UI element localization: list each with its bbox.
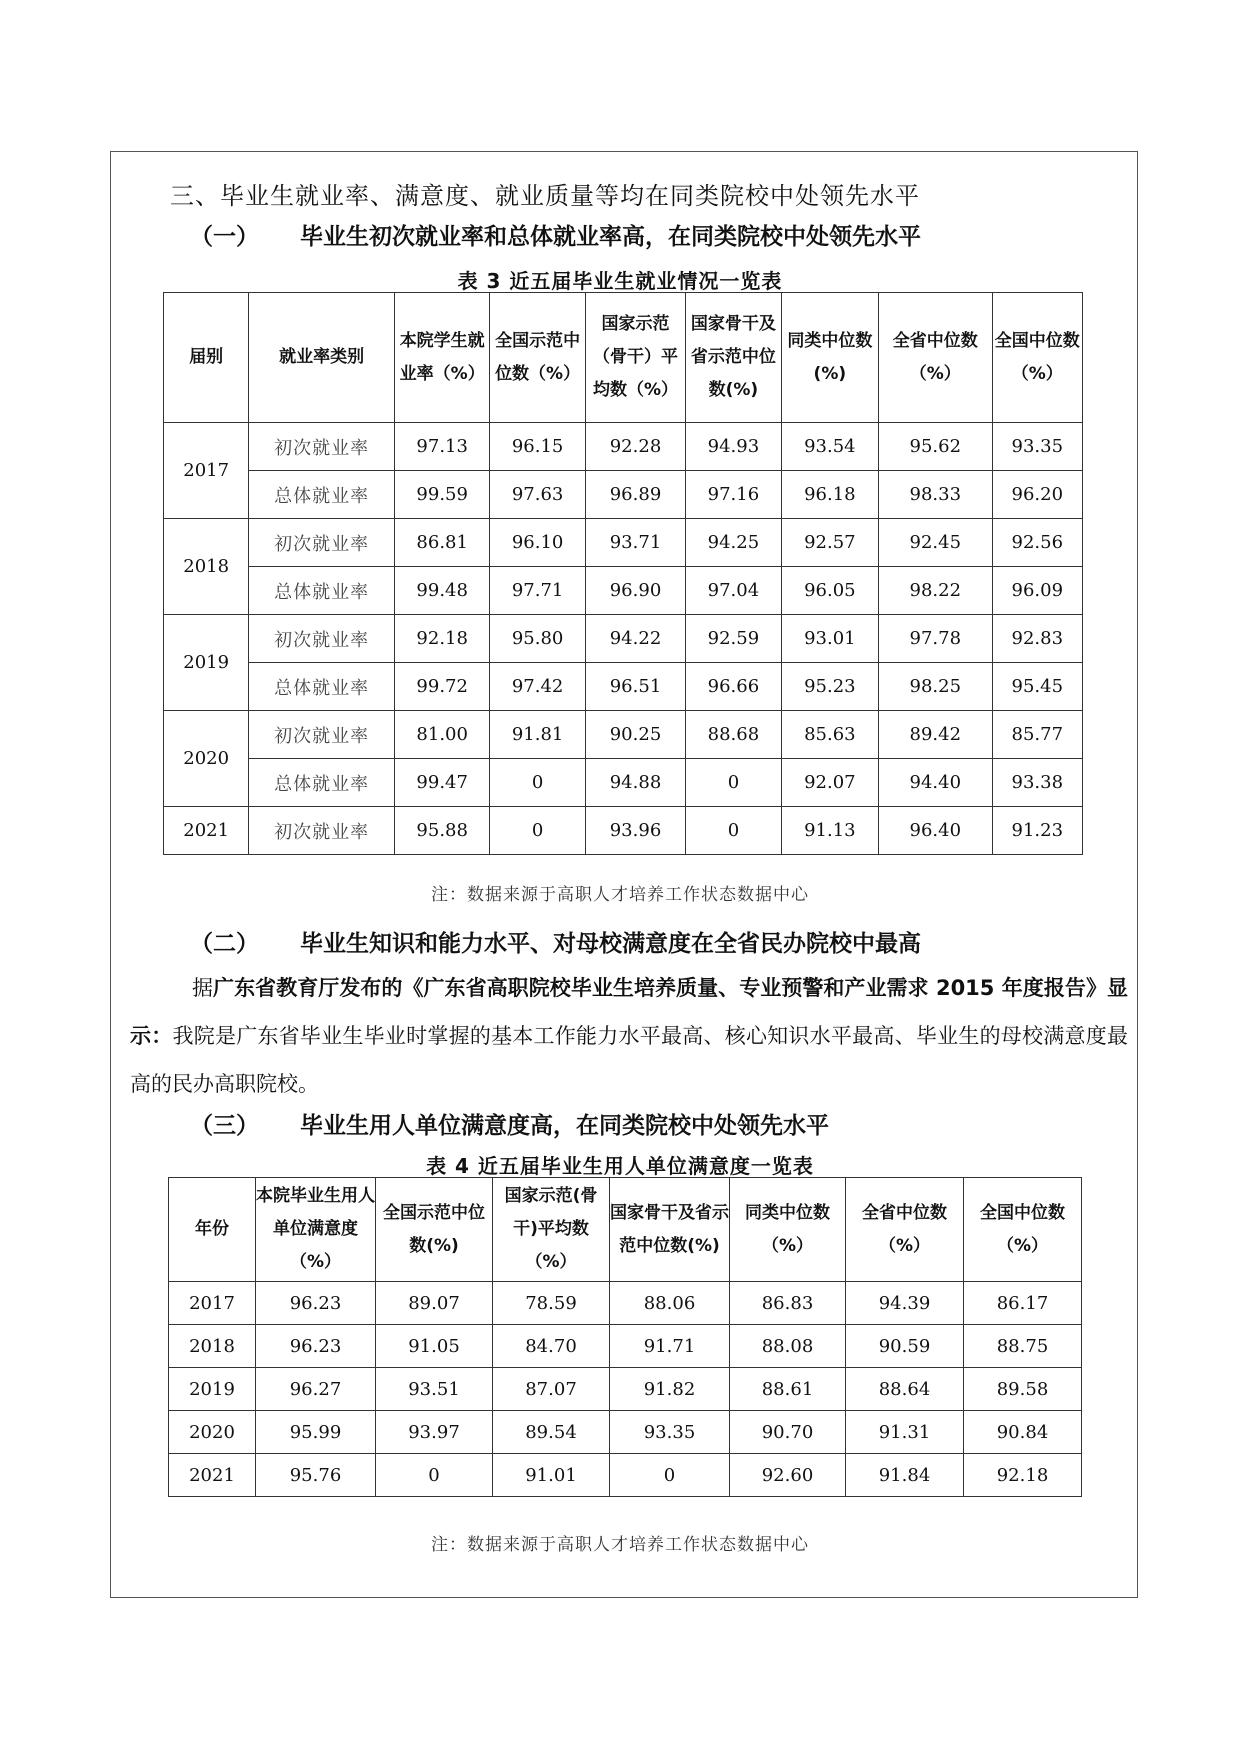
category-cell: 初次就业率 xyxy=(249,711,395,759)
value-cell: 94.22 xyxy=(585,615,685,663)
year-cell: 2019 xyxy=(169,1368,256,1411)
value-cell: 91.31 xyxy=(846,1411,964,1454)
value-cell: 88.08 xyxy=(730,1325,846,1368)
value-cell: 97.42 xyxy=(490,663,585,711)
value-cell: 92.18 xyxy=(394,615,489,663)
t3-h-col4: 国家示范（骨干）平均数（%） xyxy=(585,293,685,423)
value-cell: 89.58 xyxy=(964,1368,1082,1411)
value-cell: 92.83 xyxy=(992,615,1082,663)
value-cell: 98.22 xyxy=(879,567,992,615)
value-cell: 95.76 xyxy=(256,1454,376,1497)
category-cell: 初次就业率 xyxy=(249,807,395,855)
table-row xyxy=(164,663,1083,711)
value-cell: 87.07 xyxy=(493,1368,610,1411)
year-cell: 2017 xyxy=(164,423,249,519)
value-cell: 94.40 xyxy=(879,759,992,807)
t4-h-col5: 同类中位数（%） xyxy=(730,1178,846,1282)
value-cell: 97.16 xyxy=(686,471,781,519)
table3 xyxy=(163,292,1083,855)
t4-h-col2: 全国示范中位数(%) xyxy=(376,1178,493,1282)
category-cell: 初次就业率 xyxy=(249,519,395,567)
value-cell: 92.07 xyxy=(781,759,878,807)
value-cell: 93.35 xyxy=(992,423,1082,471)
value-cell: 78.59 xyxy=(493,1282,610,1325)
value-cell: 0 xyxy=(490,807,585,855)
value-cell: 90.59 xyxy=(846,1325,964,1368)
t3-h-col2: 本院学生就业率（%） xyxy=(394,293,489,423)
value-cell: 93.38 xyxy=(992,759,1082,807)
value-cell: 90.25 xyxy=(585,711,685,759)
value-cell: 96.05 xyxy=(781,567,878,615)
year-cell: 2017 xyxy=(169,1282,256,1325)
value-cell: 97.04 xyxy=(686,567,781,615)
table-row xyxy=(164,615,1083,663)
value-cell: 96.10 xyxy=(490,519,585,567)
value-cell: 96.27 xyxy=(256,1368,376,1411)
table-row xyxy=(169,1325,1082,1368)
value-cell: 91.84 xyxy=(846,1454,964,1497)
value-cell: 89.54 xyxy=(493,1411,610,1454)
value-cell: 95.23 xyxy=(781,663,878,711)
value-cell: 95.62 xyxy=(879,423,992,471)
table-row xyxy=(164,759,1083,807)
category-cell: 总体就业率 xyxy=(249,471,395,519)
value-cell: 96.09 xyxy=(992,567,1082,615)
value-cell: 92.59 xyxy=(686,615,781,663)
value-cell: 96.90 xyxy=(585,567,685,615)
value-cell: 97.71 xyxy=(490,567,585,615)
para-rest: 我院是广东省毕业生毕业时掌握的基本工作能力水平最高、核心知识水平最高、毕业生的母校满意度最高的民办高职院校。 xyxy=(130,1024,1129,1096)
t4-h-col3: 国家示范(骨干)平均数（%） xyxy=(493,1178,610,1282)
value-cell: 81.00 xyxy=(394,711,489,759)
t3-h-col5: 国家骨干及省示范中位数(%) xyxy=(686,293,781,423)
year-cell: 2021 xyxy=(169,1454,256,1497)
value-cell: 86.81 xyxy=(394,519,489,567)
para-lead: 据 xyxy=(192,976,214,1000)
t3-h-col6: 同类中位数(%) xyxy=(781,293,878,423)
table3-body xyxy=(164,423,1083,855)
value-cell: 93.01 xyxy=(781,615,878,663)
value-cell: 0 xyxy=(376,1454,493,1497)
value-cell: 91.82 xyxy=(610,1368,730,1411)
category-cell: 初次就业率 xyxy=(249,615,395,663)
value-cell: 90.84 xyxy=(964,1411,1082,1454)
value-cell: 90.70 xyxy=(730,1411,846,1454)
value-cell: 91.13 xyxy=(781,807,878,855)
value-cell: 94.93 xyxy=(686,423,781,471)
value-cell: 96.51 xyxy=(585,663,685,711)
value-cell: 88.64 xyxy=(846,1368,964,1411)
value-cell: 96.20 xyxy=(992,471,1082,519)
value-cell: 92.56 xyxy=(992,519,1082,567)
value-cell: 95.99 xyxy=(256,1411,376,1454)
value-cell: 84.70 xyxy=(493,1325,610,1368)
value-cell: 98.33 xyxy=(879,471,992,519)
value-cell: 99.59 xyxy=(394,471,489,519)
value-cell: 96.23 xyxy=(256,1282,376,1325)
year-cell: 2020 xyxy=(164,711,249,807)
table-row xyxy=(164,807,1083,855)
t3-h-col3: 全国示范中位数（%） xyxy=(490,293,585,423)
value-cell: 96.23 xyxy=(256,1325,376,1368)
value-cell: 88.61 xyxy=(730,1368,846,1411)
year-cell: 2020 xyxy=(169,1411,256,1454)
value-cell: 92.60 xyxy=(730,1454,846,1497)
value-cell: 99.48 xyxy=(394,567,489,615)
value-cell: 0 xyxy=(686,759,781,807)
value-cell: 95.88 xyxy=(394,807,489,855)
value-cell: 93.54 xyxy=(781,423,878,471)
sub2-title: 毕业生知识和能力水平、对母校满意度在全省民办院校中最高 xyxy=(300,931,921,957)
t4-h-col4: 国家骨干及省示范中位数(%) xyxy=(610,1178,730,1282)
value-cell: 95.45 xyxy=(992,663,1082,711)
category-cell: 总体就业率 xyxy=(249,567,395,615)
value-cell: 95.80 xyxy=(490,615,585,663)
sub1-number: （一） xyxy=(190,224,259,250)
t4-h-col1: 本院毕业生用人单位满意度（%） xyxy=(256,1178,376,1282)
value-cell: 94.39 xyxy=(846,1282,964,1325)
value-cell: 97.63 xyxy=(490,471,585,519)
table4-note: 注：数据来源于高职人才培养工作状态数据中心 xyxy=(431,1535,809,1555)
year-cell: 2021 xyxy=(164,807,249,855)
sub3-title: 毕业生用人单位满意度高，在同类院校中处领先水平 xyxy=(300,1113,829,1139)
value-cell: 93.35 xyxy=(610,1411,730,1454)
t4-h-col7: 全国中位数（%） xyxy=(964,1178,1082,1282)
value-cell: 0 xyxy=(490,759,585,807)
value-cell: 97.13 xyxy=(394,423,489,471)
table4-caption: 表 4 近五届毕业生用人单位满意度一览表 xyxy=(426,1154,814,1178)
value-cell: 94.25 xyxy=(686,519,781,567)
value-cell: 86.83 xyxy=(730,1282,846,1325)
sub3-number: （三） xyxy=(190,1113,259,1139)
value-cell: 92.57 xyxy=(781,519,878,567)
value-cell: 0 xyxy=(610,1454,730,1497)
value-cell: 0 xyxy=(686,807,781,855)
value-cell: 96.89 xyxy=(585,471,685,519)
table3-caption: 表 3 近五届毕业生就业情况一览表 xyxy=(457,269,783,293)
value-cell: 91.71 xyxy=(610,1325,730,1368)
section-title: 三、毕业生就业率、满意度、就业质量等均在同类院校中处领先水平 xyxy=(170,182,920,210)
category-cell: 总体就业率 xyxy=(249,663,395,711)
value-cell: 96.66 xyxy=(686,663,781,711)
table3-note: 注：数据来源于高职人才培养工作状态数据中心 xyxy=(431,885,809,905)
report-paragraph xyxy=(130,964,1128,1108)
category-cell: 总体就业率 xyxy=(249,759,395,807)
sub1-title: 毕业生初次就业率和总体就业率高，在同类院校中处领先水平 xyxy=(300,224,921,250)
value-cell: 93.71 xyxy=(585,519,685,567)
value-cell: 88.75 xyxy=(964,1325,1082,1368)
table-row xyxy=(164,711,1083,759)
sub2-number: （二） xyxy=(190,931,259,957)
value-cell: 89.07 xyxy=(376,1282,493,1325)
table-row xyxy=(164,567,1083,615)
value-cell: 93.96 xyxy=(585,807,685,855)
value-cell: 88.06 xyxy=(610,1282,730,1325)
value-cell: 91.81 xyxy=(490,711,585,759)
value-cell: 96.40 xyxy=(879,807,992,855)
value-cell: 93.51 xyxy=(376,1368,493,1411)
value-cell: 99.72 xyxy=(394,663,489,711)
t3-h-cat: 就业率类别 xyxy=(249,293,395,423)
table-row xyxy=(169,1454,1082,1497)
year-cell: 2018 xyxy=(169,1325,256,1368)
value-cell: 86.17 xyxy=(964,1282,1082,1325)
value-cell: 96.18 xyxy=(781,471,878,519)
value-cell: 85.63 xyxy=(781,711,878,759)
t3-h-year: 届别 xyxy=(164,293,249,423)
value-cell: 91.23 xyxy=(992,807,1082,855)
value-cell: 92.18 xyxy=(964,1454,1082,1497)
value-cell: 85.77 xyxy=(992,711,1082,759)
table-row xyxy=(164,519,1083,567)
t3-h-col8: 全国中位数（%） xyxy=(992,293,1082,423)
category-cell: 初次就业率 xyxy=(249,423,395,471)
t4-h-year: 年份 xyxy=(169,1178,256,1282)
value-cell: 97.78 xyxy=(879,615,992,663)
table-row xyxy=(164,471,1083,519)
value-cell: 92.28 xyxy=(585,423,685,471)
value-cell: 91.05 xyxy=(376,1325,493,1368)
t4-h-col6: 全省中位数（%） xyxy=(846,1178,964,1282)
table-row xyxy=(164,423,1083,471)
year-cell: 2019 xyxy=(164,615,249,711)
value-cell: 93.97 xyxy=(376,1411,493,1454)
value-cell: 91.01 xyxy=(493,1454,610,1497)
value-cell: 94.88 xyxy=(585,759,685,807)
value-cell: 89.42 xyxy=(879,711,992,759)
table-row xyxy=(169,1282,1082,1325)
table-row xyxy=(169,1411,1082,1454)
para-bold: 广东省教育厅发布的《广东省高职院校毕业生培养质量、专业预警和产业需求 2015 年度报告》显示： xyxy=(130,976,1128,1048)
year-cell: 2018 xyxy=(164,519,249,615)
value-cell: 96.15 xyxy=(490,423,585,471)
value-cell: 92.45 xyxy=(879,519,992,567)
value-cell: 88.68 xyxy=(686,711,781,759)
table-row xyxy=(169,1368,1082,1411)
table4 xyxy=(168,1177,1082,1497)
value-cell: 98.25 xyxy=(879,663,992,711)
t3-h-col7: 全省中位数（%） xyxy=(879,293,992,423)
value-cell: 99.47 xyxy=(394,759,489,807)
table4-body xyxy=(169,1282,1082,1497)
